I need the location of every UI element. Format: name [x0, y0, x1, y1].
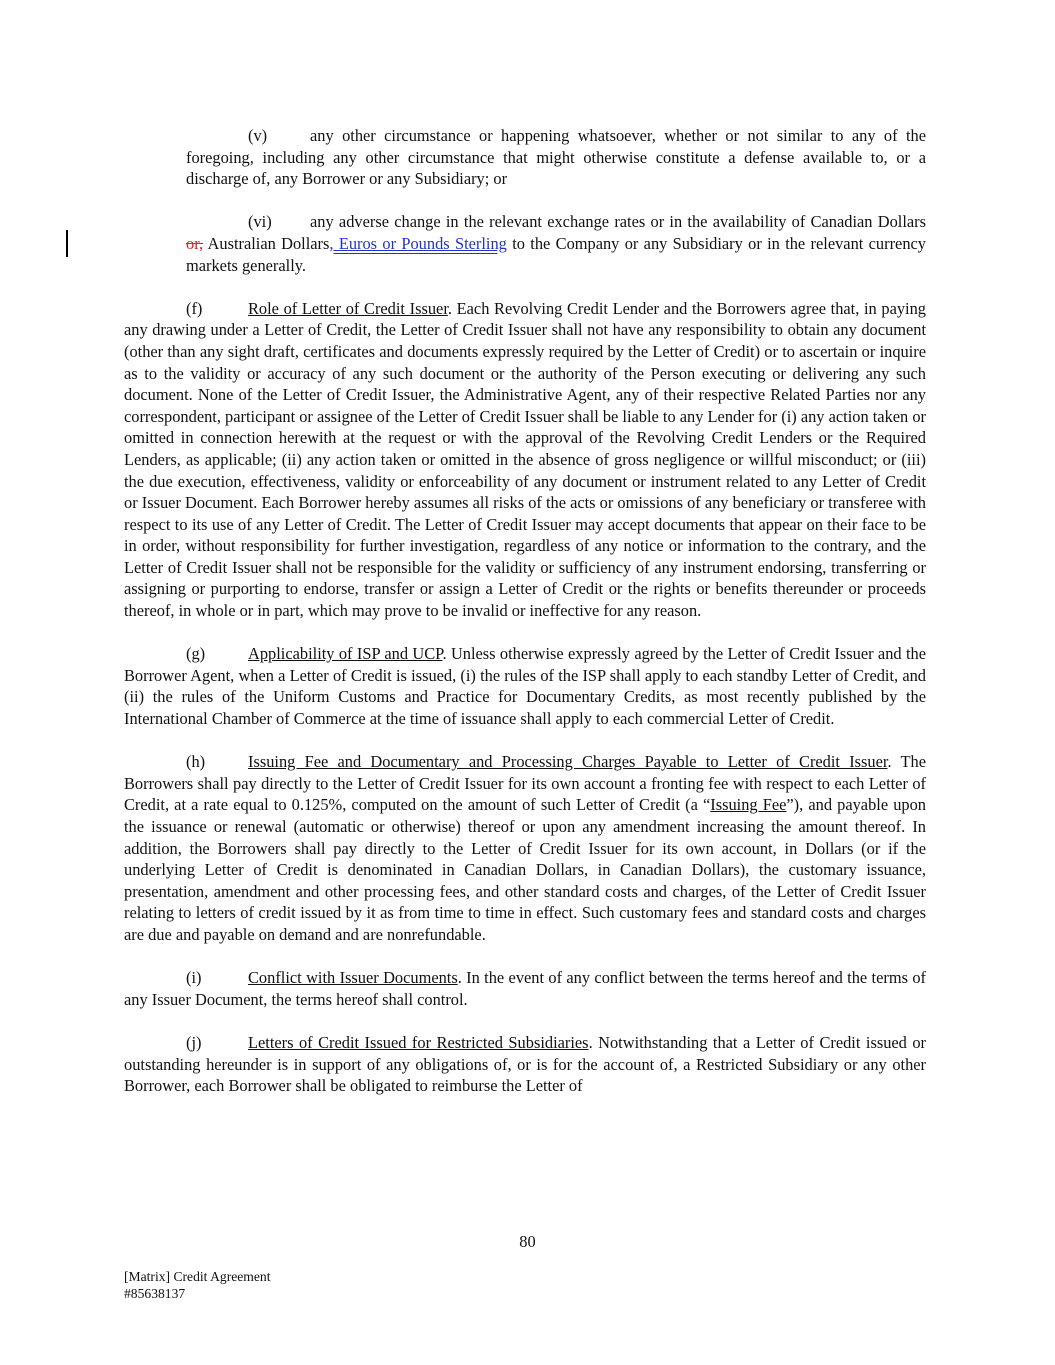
section-g-heading: Applicability of ISP and UCP: [248, 644, 443, 664]
section-h-body-1: . The Borrowers shall pay directly to the Letter of Credit Issuer for its own account a fronting fee with respect to each Letter of Credit, at a rate equal to 0.125%, computed on the amount of such Letter of Credit (a “: [124, 752, 926, 815]
section-h-heading: Issuing Fee and Documentary and Processing Charges Payable to Letter of Credit Issuer: [248, 752, 888, 772]
section-f-number: (f): [186, 298, 203, 318]
section-j-body: . Notwithstanding that a Letter of Credit issued or outstanding hereunder is in support of any obligations of, or is for the account of, a Restricted Subsidiary or any other Borrower, each Borrower shall be obligated to reimburse the Letter of: [124, 1032, 926, 1096]
section-j-heading: Letters of Credit Issued for Restricted Subsidiaries: [248, 1032, 589, 1052]
page-number: 80: [519, 1232, 536, 1251]
section-h-body-2: ”), and payable upon the issuance or renewal (automatic or otherwise) thereof or upon any amendment increasing the amount thereof. In addition, the Borrowers shall pay directly to the Letter of Credit Issuer for its own account, in Dollars (or if the underlying Letter of Credit is denominated in Canadian Dollars, in Canadian Dollars), the customary issuance, presentation, amendment and other processing fees, and other standard costs and charges, of the Letter of Credit Issuer relating to letters of credit issued by it as from time to time in effect. Such customary fees and standard costs and charges are due and payable on demand and are nonrefundable.: [124, 795, 926, 944]
section-j: [124, 1032, 926, 1097]
section-g: [124, 643, 926, 729]
defined-term-issuing-fee: Issuing Fee: [710, 795, 787, 815]
section-i: [124, 967, 926, 1010]
footer: [124, 1268, 270, 1302]
deleted-text: or,: [186, 233, 204, 253]
section-i-body: . In the event of any conflict between the terms hereof and the terms of any Issuer Document, the terms hereof shall control.: [124, 968, 926, 1009]
footer-title: [Matrix] Credit Agreement: [124, 1269, 271, 1284]
footer-doc-id: #85638137: [124, 1286, 186, 1301]
clause-v: [186, 125, 926, 190]
section-g-body: . Unless otherwise expressly agreed by the Letter of Credit Issuer and the Borrower Agent, when a Letter of Credit is issued, (i) the rules of the ISP shall apply to each standby Letter of Credit, and (ii) the rules of the Uniform Customs and Practice for Documentary Credits, as most recently published by the International Chamber of Commerce at the time of issuance shall apply to each commercial Letter of Credit.: [124, 644, 926, 729]
section-g-number: (g): [186, 644, 206, 664]
document-body: [124, 125, 926, 1097]
section-h: [124, 751, 926, 945]
section-f: [124, 298, 926, 622]
section-f-body: . Each Revolving Credit Lender and the Borrowers agree that, in paying any drawing under a Letter of Credit, the Letter of Credit Issuer shall not have any responsibility to obtain any document (other than any sight draft, certificates and documents expressly required by the Letter of Credit) or to ascertain or inquire as to the validity or accuracy of any such document or the authority of the Person executing or delivering any such document. None of the Letter of Credit Issuer, the Administrative Agent, any of their respective Related Parties nor any correspondent, participant or assignee of the Letter of Credit Issuer shall be liable to any Lender for (i) any action taken or omitted in connection herewith at the request or with the approval of the Revolving Credit Lenders or the Required Lenders, as applicable; (ii) any action taken or omitted in the absence of gross negligence or willful misconduct; or (iii) the due execution, effectiveness, validity or enforceability of any document or instrument related to any Letter of Credit or Issuer Document. Each Borrower hereby assumes all risks of the acts or omissions of any beneficiary or transferee with respect to its use of any Letter of Credit. The Letter of Credit Issuer may accept documents that appear on their face to be in order, without responsibility for further investigation, regardless of any notice or information to the contrary, and the Letter of Credit Issuer shall not be responsible for the validity or sufficiency of any instrument endorsing, transferring or assigning or purporting to endorse, transfer or assign a Letter of Credit or the rights or benefits thereunder or proceeds thereof, in whole or in part, which may prove to be invalid or ineffective for any reason.: [124, 298, 926, 621]
change-bar: [66, 230, 68, 257]
clause-vi-text-2: Australian Dollars: [203, 233, 330, 253]
clause-v-number: (v): [248, 126, 268, 145]
clause-v-text: any other circumstance or happening whatsoever, whether or not similar to any of the foregoing, including any other circumstance that might otherwise constitute a defense available to, or a discharge of, any Borrower or any Subsidiary; or: [186, 126, 926, 189]
section-i-heading: Conflict with Issuer Documents: [248, 968, 458, 988]
inserted-text: , Euros or Pounds Sterling: [329, 233, 507, 253]
clause-vi-text-1: any adverse change in the relevant exchange rates or in the availability of Canadian Dollars: [310, 212, 926, 232]
section-j-number: (j): [186, 1032, 202, 1052]
clause-vi-number: (vi): [248, 212, 272, 232]
section-f-heading: Role of Letter of Credit Issuer: [248, 298, 448, 318]
section-h-number: (h): [186, 752, 206, 772]
section-i-number: (i): [186, 968, 202, 988]
clause-vi: [186, 211, 926, 276]
clause-vi-text-3: to the Company or any Subsidiary or in the relevant currency markets generally.: [186, 233, 926, 275]
